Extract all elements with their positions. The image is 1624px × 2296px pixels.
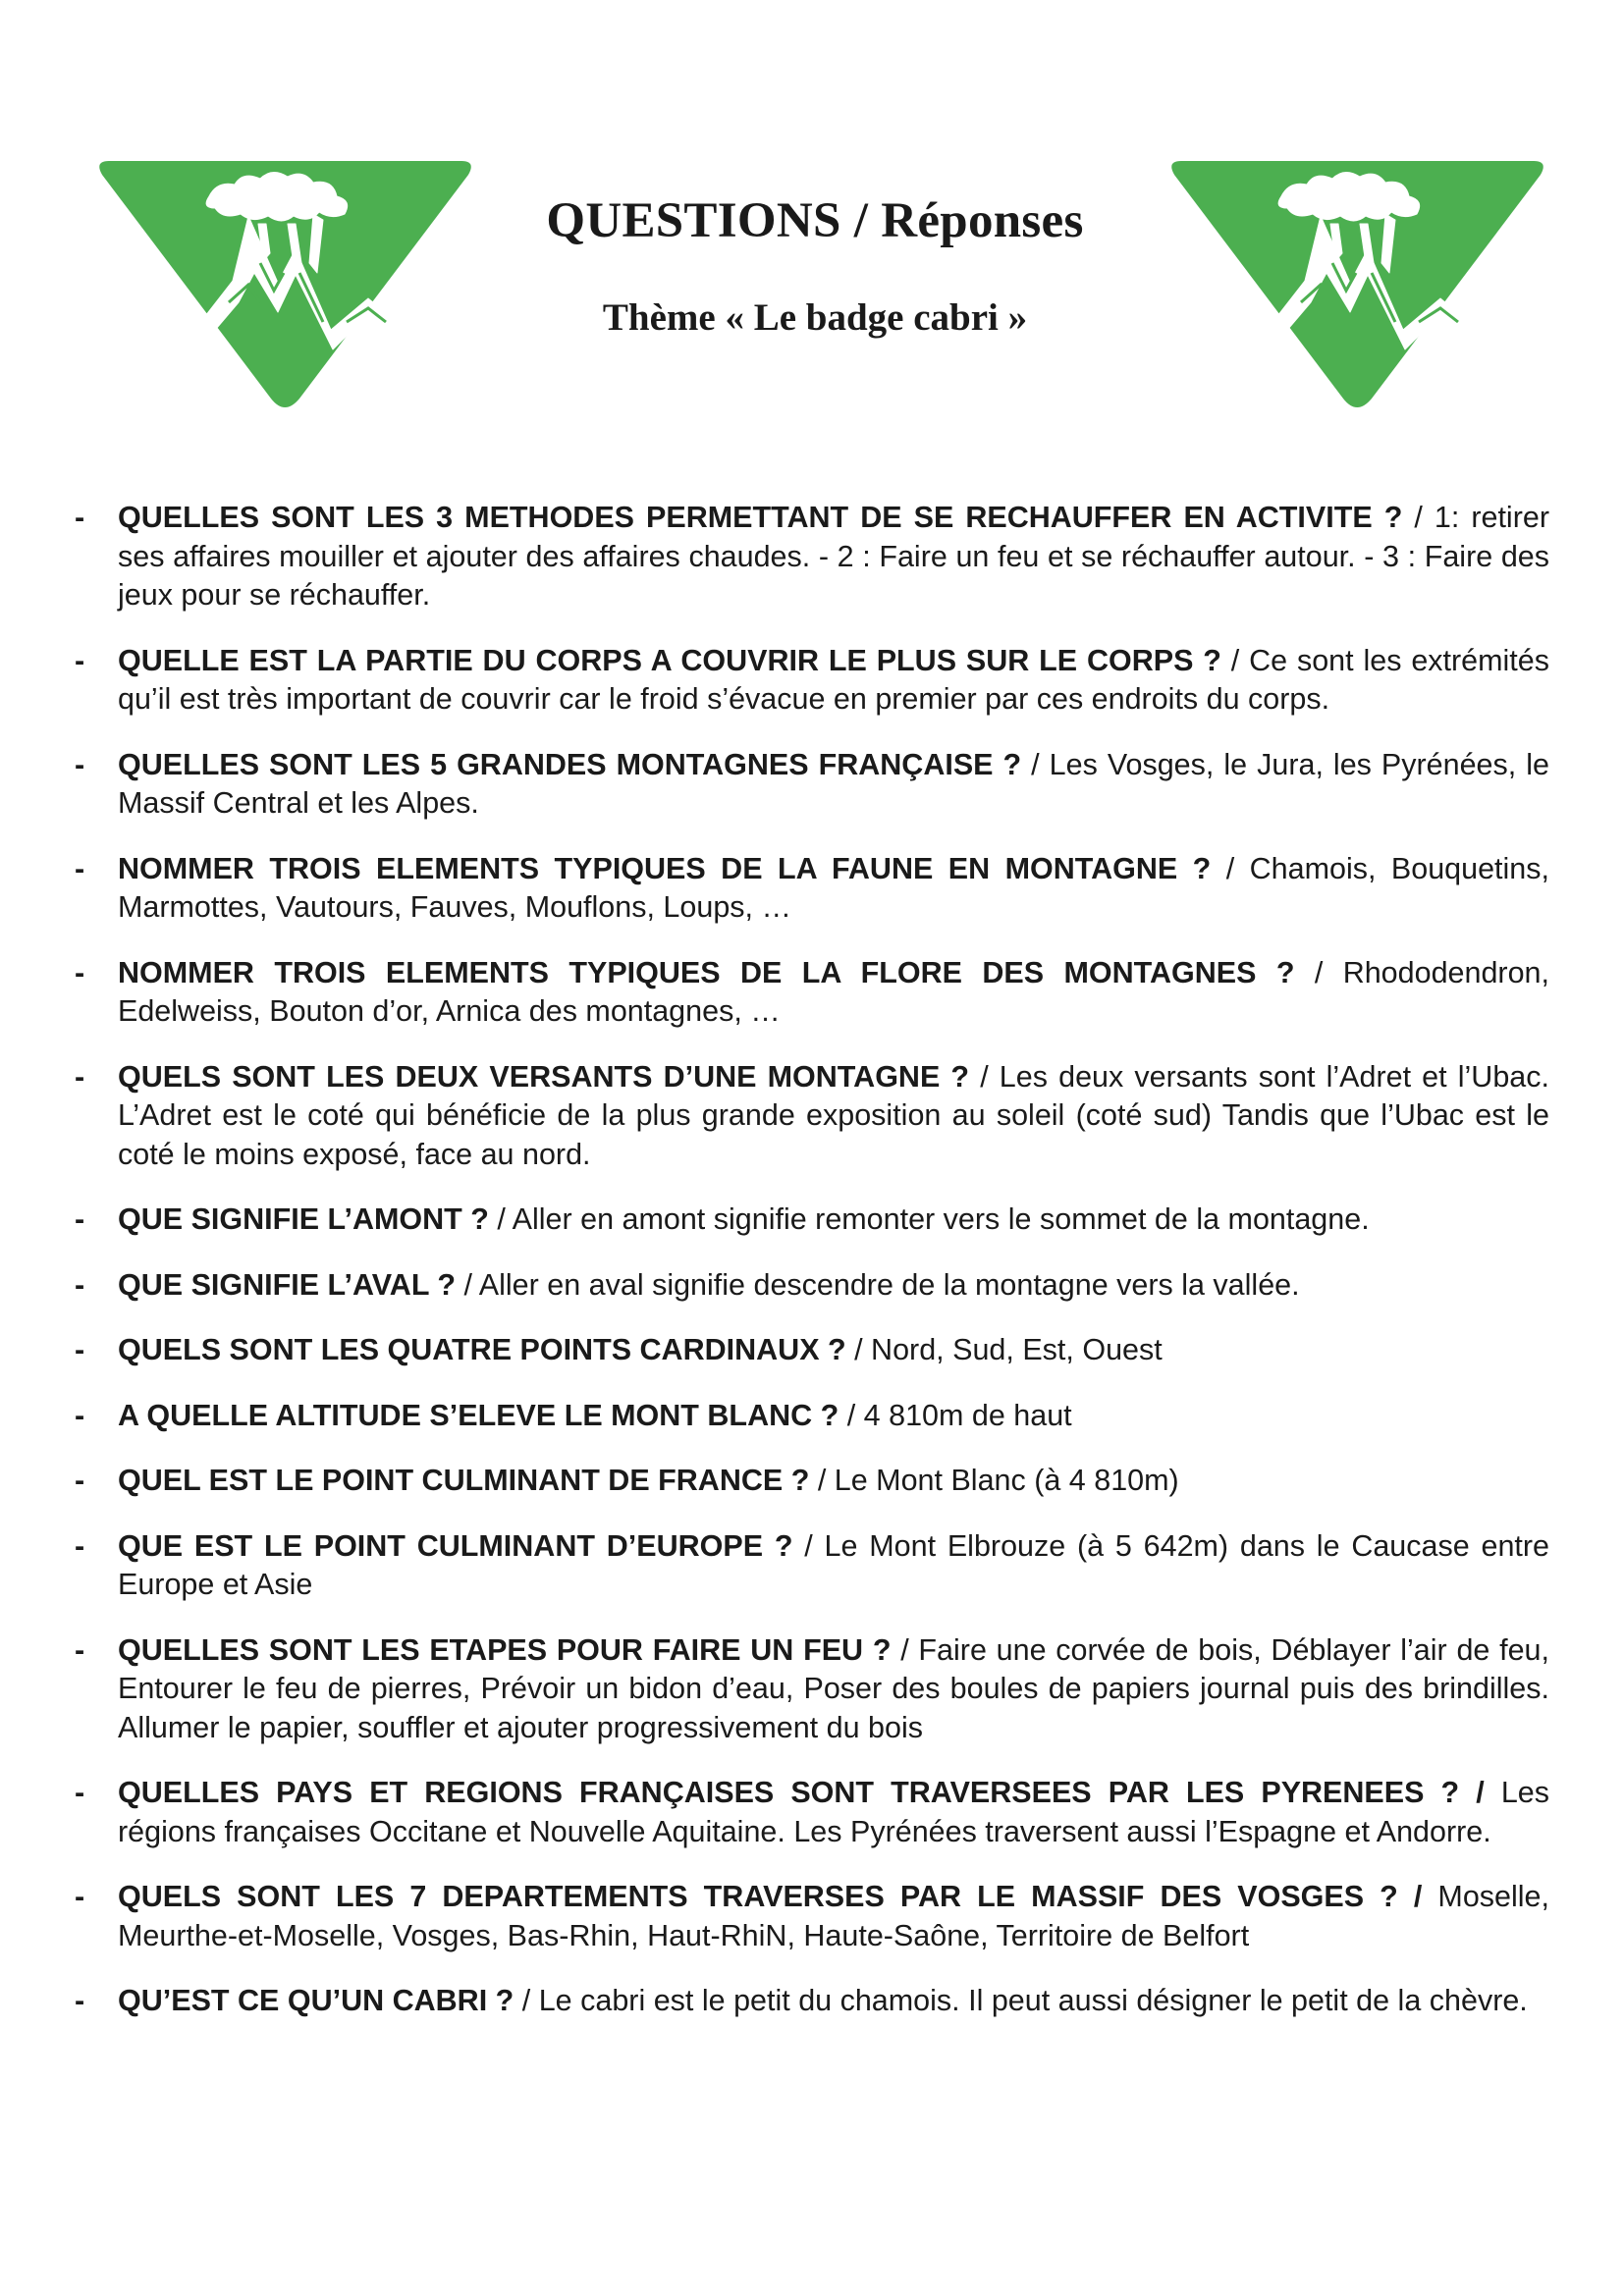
list-bullet: - [75, 1632, 85, 1667]
question-item [75, 1982, 1549, 2021]
answer-text: / Les Vosges, le Jura, les Pyrénées, le Massif Central et les Alpes. [118, 747, 1549, 820]
list-bullet: - [75, 501, 85, 534]
list-bullet: - [75, 747, 85, 781]
question-item [75, 1631, 1549, 1748]
question-item [75, 499, 1549, 615]
answer-text: / Le cabri est le petit du chamois. Il peut aussi désigner le petit de la chèvre. [514, 1984, 1528, 2017]
question-item [75, 1878, 1549, 1955]
answer-text: / Faire une corvée de bois, Déblayer l’air de feu, Entourer le feu de pierres, Prévoir un bidon d’eau, Poser des boules de papiers journal puis des brindilles. Allumer le papier, souffler et ajouter progressivement du bois [118, 1632, 1549, 1744]
question-text: QUELS SONT LES 7 DEPARTEMENTS TRAVERSES PAR LE MASSIF DES VOSGES ? / [118, 1880, 1423, 1913]
list-bullet: - [75, 1398, 85, 1432]
question-text: QUELS SONT LES QUATRE POINTS CARDINAUX ? [118, 1333, 846, 1366]
question-text: QUELLES SONT LES 3 METHODES PERMETTANT DE SE RECHAUFFER EN ACTIVITE ? [118, 501, 1403, 534]
answer-text: / Nord, Sud, Est, Ouest [845, 1333, 1163, 1366]
list-bullet: - [75, 1880, 85, 1913]
question-text: QUELLES SONT LES ETAPES POUR FAIRE UN FEU ? [118, 1632, 892, 1667]
answer-text: / Le Mont Blanc (à 4 810m) [809, 1464, 1179, 1497]
question-item [75, 746, 1549, 824]
question-item [75, 1774, 1549, 1851]
question-item [75, 1331, 1549, 1370]
list-bullet: - [75, 1464, 85, 1497]
question-item [75, 1397, 1549, 1436]
answer-text: / 4 810m de haut [839, 1398, 1072, 1432]
mountain-badge-icon [1164, 155, 1551, 410]
list-bullet: - [75, 1059, 85, 1094]
question-item [75, 954, 1549, 1032]
question-text: A QUELLE ALTITUDE S’ELEVE LE MONT BLANC ? [118, 1398, 839, 1432]
mountain-badge-icon [91, 155, 479, 410]
question-text: QUE EST LE POINT CULMINANT D’EUROPE ? [118, 1528, 793, 1563]
page-subtitle: Thème « Le badge cabri » [602, 296, 1028, 339]
question-item [75, 1201, 1549, 1240]
answer-text: / Le Mont Elbrouze (à 5 642m) dans le Caucase entre Europe et Asie [118, 1528, 1549, 1601]
list-bullet: - [75, 955, 85, 989]
answer-text: / Chamois, Bouquetins, Marmottes, Vautours, Fauves, Mouflons, Loups, … [118, 851, 1549, 924]
question-item [75, 1462, 1549, 1501]
question-text: QUELS SONT LES DEUX VERSANTS D’UNE MONTAGNE ? [118, 1059, 970, 1094]
question-text: QUELLES SONT LES 5 GRANDES MONTAGNES FRANÇAISE ? [118, 747, 1022, 781]
list-bullet: - [75, 851, 85, 885]
question-text: QUELLES PAYS ET REGIONS FRANÇAISES SONT TRAVERSEES PAR LES PYRENEES ? / [118, 1776, 1485, 1809]
answer-text: / Rhododendron, Edelweiss, Bouton d’or, Arnica des montagnes, … [118, 955, 1549, 1028]
list-bullet: - [75, 1984, 85, 2017]
question-text: QU’EST CE QU’UN CABRI ? [118, 1984, 514, 2017]
question-text: QUEL EST LE POINT CULMINANT DE FRANCE ? [118, 1464, 810, 1497]
question-item [75, 1527, 1549, 1605]
question-text: QUE SIGNIFIE L’AMONT ? [118, 1202, 489, 1236]
answer-text: / Aller en aval signifie descendre de la montagne vers la vallée. [456, 1267, 1300, 1302]
answer-text: Moselle, Meurthe-et-Moselle, Vosges, Bas-Rhin, Haut-RhiN, Haute-Saône, Territoire de Belfort [118, 1880, 1549, 1952]
list-bullet: - [75, 1776, 85, 1809]
answer-text: Les régions françaises Occitane et Nouvelle Aquitaine. Les Pyrénées traversent aussi l’Espagne et Andorre. [118, 1776, 1549, 1848]
question-text: NOMMER TROIS ELEMENTS TYPIQUES DE LA FAUNE EN MONTAGNE ? [118, 851, 1212, 885]
list-bullet: - [75, 1528, 85, 1563]
list-bullet: - [75, 643, 85, 677]
answer-text: / 1: retirer ses affaires mouiller et ajouter des affaires chaudes. - 2 : Faire un feu et se réchauffer autour. - 3 : Faire des jeux pour se réchauffer. [118, 501, 1549, 612]
answer-text: / Ce sont les extrémités qu’il est très important de couvrir car le froid s’évacue en premier par ces endroits du corps. [118, 643, 1549, 716]
question-list [75, 499, 1549, 2048]
answer-text: / Aller en amont signifie remonter vers le sommet de la montagne. [488, 1202, 1370, 1236]
question-item [75, 1266, 1549, 1306]
question-item [75, 850, 1549, 928]
question-item [75, 642, 1549, 720]
list-bullet: - [75, 1333, 85, 1366]
list-bullet: - [75, 1267, 85, 1302]
question-text: QUE SIGNIFIE L’AVAL ? [118, 1267, 457, 1302]
question-text: QUELLE EST LA PARTIE DU CORPS A COUVRIR LE PLUS SUR LE CORPS ? [118, 643, 1221, 677]
question-text: NOMMER TROIS ELEMENTS TYPIQUES DE LA FLORE DES MONTAGNES ? [118, 955, 1295, 989]
answer-text: / Les deux versants sont l’Adret et l’Ubac. L’Adret est le coté qui bénéficie de la plus grande exposition au soleil (coté sud) Tandis que l’Ubac est le coté le moins exposé, face au nord. [118, 1059, 1549, 1171]
page-title: QUESTIONS / Réponses [546, 193, 1084, 248]
list-bullet: - [75, 1202, 85, 1236]
question-item [75, 1058, 1549, 1175]
